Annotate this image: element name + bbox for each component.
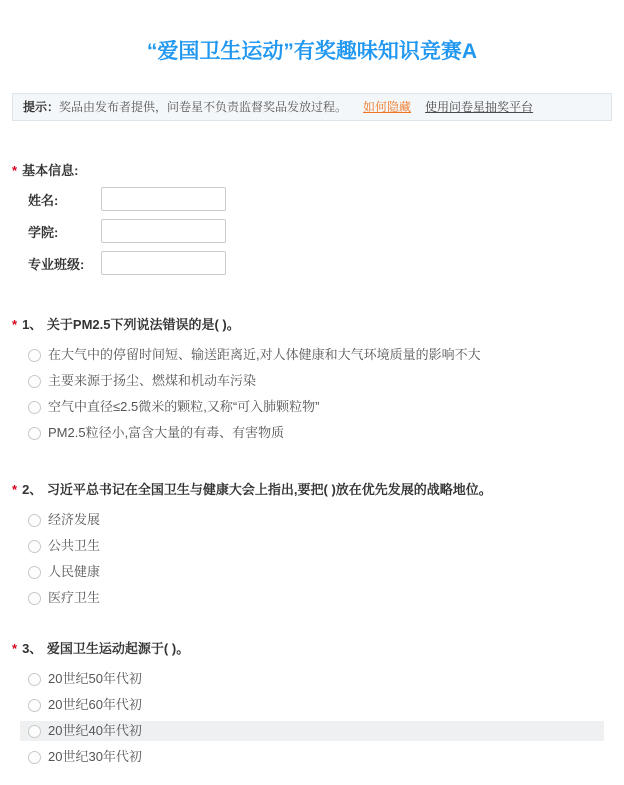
notice-text: 奖品由发布者提供，问卷星不负责监督奖品发放过程。 <box>59 100 348 114</box>
option-row[interactable] <box>20 695 604 715</box>
radio-icon[interactable] <box>28 566 41 579</box>
question-1-title <box>12 317 612 333</box>
question-text: 关于PM2.5下列说法错误的是( )。 <box>46 317 240 332</box>
radio-icon[interactable] <box>28 514 41 527</box>
option-row[interactable] <box>20 345 604 365</box>
required-asterisk: * <box>12 163 18 178</box>
option-row[interactable] <box>20 669 604 689</box>
page-title: “爱国卫生运动”有奖趣味知识竞赛A <box>146 40 478 63</box>
question-3-title <box>12 641 612 657</box>
option-row[interactable] <box>20 747 604 767</box>
option-row[interactable] <box>20 371 604 391</box>
name-field-label: 姓名: <box>28 192 59 208</box>
basic-info-label: 基本信息: <box>22 163 79 178</box>
notice-prefix: 提示： <box>23 100 60 114</box>
question-2 <box>12 482 612 608</box>
radio-icon[interactable] <box>28 349 41 362</box>
option-label: 在大气中的停留时间短、输送距离近,对人体健康和大气环境质量的影响不大 <box>48 347 481 362</box>
college-field-row <box>12 219 612 243</box>
basic-info-section <box>12 163 612 275</box>
question-1 <box>12 317 612 443</box>
radio-icon[interactable] <box>28 699 41 712</box>
radio-icon[interactable] <box>28 725 41 738</box>
radio-icon[interactable] <box>28 540 41 553</box>
option-label: 20世纪30年代初 <box>48 749 142 764</box>
major-class-field-row <box>12 251 612 275</box>
question-number: 2、 <box>22 482 43 497</box>
radio-icon[interactable] <box>28 751 41 764</box>
name-input[interactable] <box>101 187 226 211</box>
question-2-title <box>12 482 612 498</box>
option-row-highlighted[interactable] <box>20 721 604 741</box>
option-row[interactable] <box>20 397 604 417</box>
option-label: 人民健康 <box>48 564 101 579</box>
radio-icon[interactable] <box>28 401 41 414</box>
option-label: 空气中直径≤2.5微米的颗粒,又称“可入肺颗粒物” <box>48 399 320 414</box>
radio-icon[interactable] <box>28 592 41 605</box>
college-input[interactable] <box>101 219 226 243</box>
option-row[interactable] <box>20 536 604 556</box>
option-label: PM2.5粒径小,富含大量的有毒、有害物质 <box>48 425 285 440</box>
radio-icon[interactable] <box>28 427 41 440</box>
option-label: 20世纪40年代初 <box>48 723 142 738</box>
option-label: 主要来源于扬尘、燃煤和机动车污染 <box>48 373 257 388</box>
option-row[interactable] <box>20 588 604 608</box>
question-text: 爱国卫生运动起源于( )。 <box>46 641 190 656</box>
question-2-options <box>20 510 612 608</box>
how-to-hide-link[interactable]: 如何隐藏 <box>363 100 412 114</box>
option-label: 医疗卫生 <box>48 590 101 605</box>
option-label: 经济发展 <box>48 512 101 527</box>
question-1-options <box>20 345 612 443</box>
lottery-platform-link[interactable]: 使用问卷星抽奖平台 <box>425 100 534 114</box>
major-class-input[interactable] <box>101 251 226 275</box>
required-asterisk: * <box>12 317 18 332</box>
question-3 <box>12 641 612 767</box>
option-label: 20世纪50年代初 <box>48 671 142 686</box>
required-asterisk: * <box>12 482 18 497</box>
radio-icon[interactable] <box>28 673 41 686</box>
major-class-field-label: 专业班级: <box>28 256 85 272</box>
basic-info-heading <box>12 163 612 179</box>
option-row[interactable] <box>20 510 604 530</box>
required-asterisk: * <box>12 641 18 656</box>
option-row[interactable] <box>20 423 604 443</box>
notice-bar <box>12 93 612 121</box>
question-3-options <box>20 669 612 767</box>
option-label: 公共卫生 <box>48 538 101 553</box>
question-number: 3、 <box>22 641 43 656</box>
option-label: 20世纪60年代初 <box>48 697 142 712</box>
question-text: 习近平总书记在全国卫生与健康大会上指出,要把( )放在优先发展的战略地位。 <box>46 482 492 497</box>
question-number: 1、 <box>22 317 43 332</box>
college-field-label: 学院: <box>28 224 59 240</box>
option-row[interactable] <box>20 562 604 582</box>
name-field-row <box>12 187 612 211</box>
radio-icon[interactable] <box>28 375 41 388</box>
